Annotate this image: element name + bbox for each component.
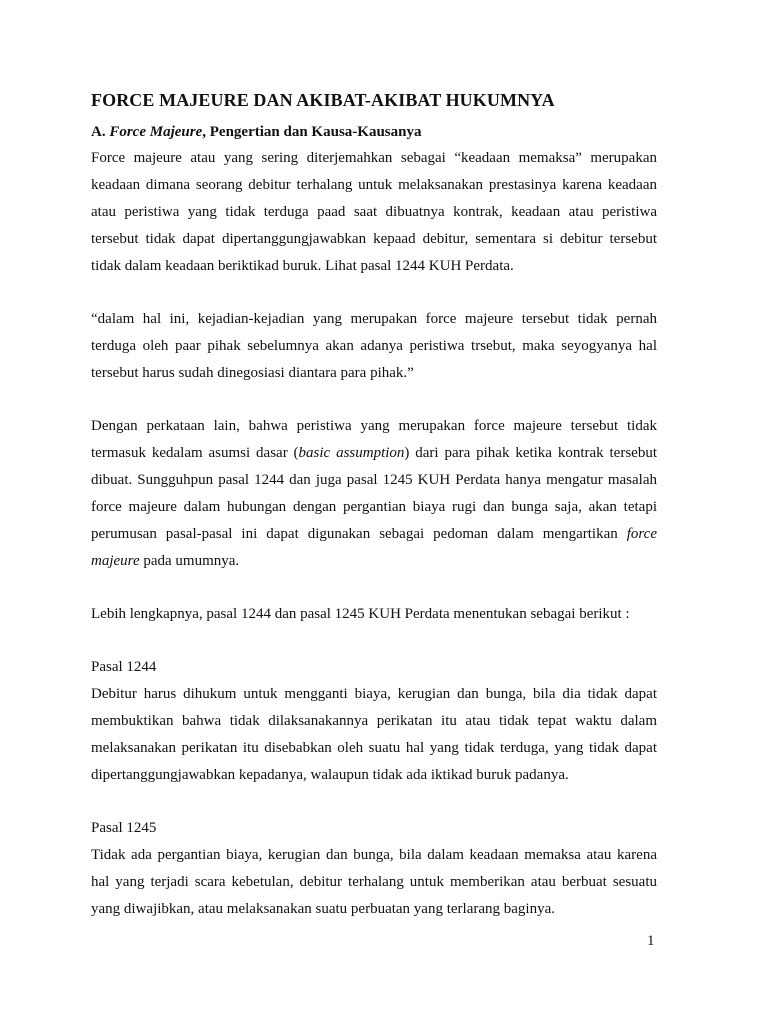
paragraph-basic-assumption <box>91 413 657 575</box>
paragraph-2-part-2: ) dari para pihak ketika kontrak tersebut dibuat. Sungguhpun pasal 1244 dan juga pasal 1245 KUH Perdata hanya mengatur masalah force majeure dalam hubungan dengan pergantian biaya rugi dan bunga saja, akan tetapi perumusan pasal-pasal ini dapat digunakan sebagai pedoman dalam mengartikan <box>91 445 657 542</box>
pasal-1245-text: Tidak ada pergantian biaya, kerugian dan bunga, bila dalam keadaan memaksa atau karena hal yang terjadi scara kebetulan, debitur terhalang untuk memberikan atau berbuat sesuatu yang diwajibkan, atau melaksanakan suatu perbuatan yang terlarang baginya. <box>91 847 657 917</box>
section-heading-rest: , Pengertian dan Kausa-Kausanya <box>202 124 422 140</box>
paragraph-2-italic-2: force majeure <box>91 526 657 569</box>
paragraph-2-part-1: Dengan perkataan lain, bahwa peristiwa yang merupakan force majeure tersebut tidak termasuk kedalam asumsi dasar ( <box>91 418 657 461</box>
paragraph-2-italic-1: basic assumption <box>298 445 405 461</box>
paragraph-definition: Force majeure atau yang sering diterjemahkan sebagai “keadaan memaksa” merupakan keadaan dimana seorang debitur terhalang untuk melaksanakan prestasinya karena keadaan atau peristiwa yang tidak terduga paad saat dibuatnya kontrak, keadaan atau peristiwa tersebut tidak dapat dipertanggungjawabkan kepaad debitur, sementara si debitur tersebut tidak dalam keadaan beriktikad buruk. Lihat pasal 1244 KUH Perdata. <box>91 150 657 274</box>
document-title: FORCE MAJEURE DAN AKIBAT-AKIBAT HUKUMNYA <box>91 90 555 110</box>
paragraph-quote: “dalam hal ini, kejadian-kejadian yang merupakan force majeure tersebut tidak pernah terduga oleh paar pihak sebelumnya akan adanya peristiwa trsebut, maka seyogyanya hal tersebut harus sudah dinegosiasi diantara para pihak.” <box>91 311 657 381</box>
section-heading-a <box>91 121 657 143</box>
paragraph-2-part-3: pada umumnya. <box>139 553 240 569</box>
pasal-1245-heading: Pasal 1245 <box>91 820 157 836</box>
pasal-1244-text: Debitur harus dihukum untuk mengganti biaya, kerugian dan bunga, bila dia tidak dapat membuktikan bahwa tidak dilaksanakannya perikatan itu atau tidak tepat waktu dalam melaksanakan perikatan itu disebabkan oleh suatu hal yang tidak terduga, yang tidak dapat dipertanggungjawabkan kepadanya, walaupun tidak ada iktikad buruk padanya. <box>91 686 657 783</box>
document-page <box>91 88 657 923</box>
section-heading-prefix: A. <box>91 124 110 140</box>
pasal-1244-heading: Pasal 1244 <box>91 659 157 675</box>
section-heading-italic: Force Majeure <box>109 124 203 140</box>
page-number: 1 <box>647 933 655 949</box>
paragraph-intro-pasal: Lebih lengkapnya, pasal 1244 dan pasal 1245 KUH Perdata menentukan sebagai berikut : <box>91 606 630 622</box>
